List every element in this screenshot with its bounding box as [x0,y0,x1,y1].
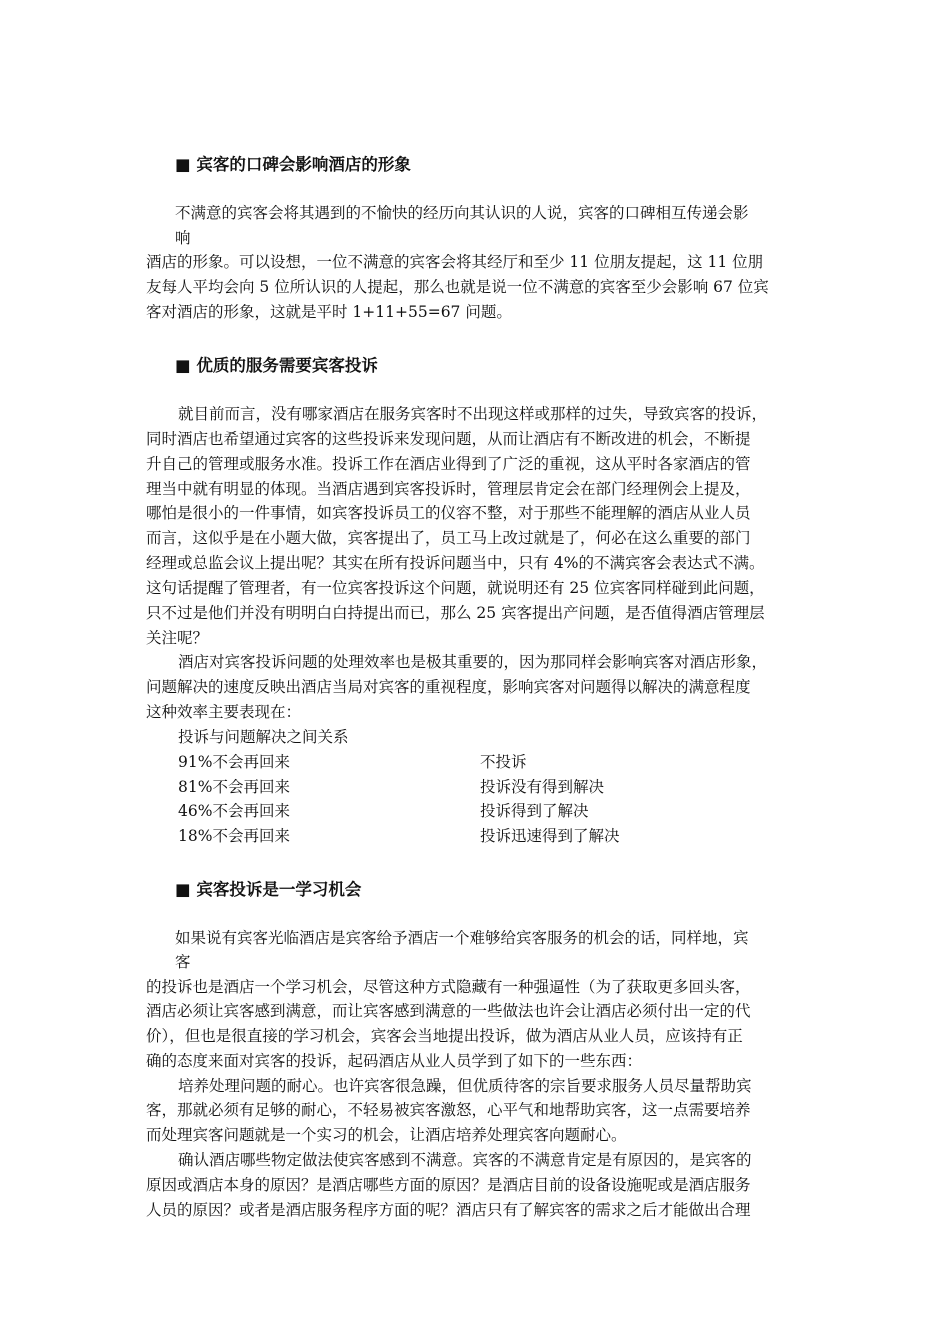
section2-line: 而言，这似乎是在小题大做，宾客提出了，员工马上改过就是了，何必在这么重要的部门 [146,529,751,547]
section2-line: 理当中就有明显的体现。当酒店遇到宾客投诉时，管理层肯定会在部门经理例会上提及， [146,480,751,498]
section2-line: 这句话提醒了管理者，有一位宾客投诉这个问题，就说明还有 25 位宾客同样碰到此问题， [146,579,765,597]
section3-line: 价），但也是很直接的学习机会，宾客会当地提出投诉，做为酒店从业人员，应该持有正 [146,1027,743,1045]
section2-line: 升自己的管理或服务水准。投诉工作在酒店业得到了广泛的重视，这从平时各家酒店的管 [146,455,751,473]
section1-line: 友每人平均会向 5 位所认识的人提起，那么也就是说一位不满意的宾客至少会影响 67 位宾 [146,278,769,296]
table-cell-case: 投诉得到了解决 [480,802,589,820]
section2-line: 就目前而言，没有哪家酒店在服务宾客时不出现这样或那样的过失，导致宾客的投诉， [178,405,768,423]
table-caption: 投诉与问题解决之间关系 [178,728,349,746]
section1-line: 响 [175,229,191,247]
table-cell-rate: 81%不会再回来 [178,778,290,796]
section2-line: 只不过是他们并没有明明白白持提出而已，那么 25 宾客提出产问题，是否值得酒店管理层 [146,604,765,622]
section2-line: 哪怕是很小的一件事情，如宾客投诉员工的仪容不整，对于那些不能理解的酒店从业人员 [146,504,751,522]
section3-line: 确认酒店哪些物定做法使宾客感到不满意。宾客的不满意肯定是有原因的，是宾客的 [178,1151,752,1169]
section2-heading: ■ 优质的服务需要宾客投诉 [175,356,378,375]
section3-line: 如果说有宾客光临酒店是宾客给予酒店一个难够给宾客服务的机会的话，同样地，宾 [175,929,749,947]
section3-line: 确的态度来面对宾客的投诉，起码酒店从业人员学到了如下的一些东西： [146,1052,643,1070]
section3-line: 原因或酒店本身的原因？是酒店哪些方面的原因？是酒店目前的设备设施呢或是酒店服务 [146,1176,751,1194]
section3-heading: ■ 宾客投诉是一学习机会 [175,880,362,899]
section3-line: 而处理宾客问题就是一个实习的机会，让酒店培养处理宾客向题耐心。 [146,1126,627,1144]
section2-line: 这种效率主要表现在： [146,703,302,721]
table-cell-rate: 91%不会再回来 [178,753,290,771]
section3-line: 客，那就必须有足够的耐心，不轻易被宾客激怒，心平气和地帮助宾客，这一点需要培养 [146,1101,751,1119]
section2-line: 关注呢？ [146,629,209,647]
section2-line: 同时酒店也希望通过宾客的这些投诉来发现问题，从而让酒店有不断改进的机会，不断提 [146,430,751,448]
section3-line: 酒店必须让宾客感到满意，而让宾客感到满意的一些做法也许会让酒店必须付出一定的代 [146,1002,751,1020]
table-cell-rate: 46%不会再回来 [178,802,290,820]
table-cell-case: 不投诉 [480,753,527,771]
section3-line: 的投诉也是酒店一个学习机会，尽管这种方式隐藏有一种强逼性（为了获取更多回头客， [146,978,751,996]
section2-line: 问题解决的速度反映出酒店当局对宾客的重视程度，影响宾客对问题得以解决的满意程度 [146,678,751,696]
table-cell-case: 投诉迅速得到了解决 [480,827,620,845]
section3-line: 客 [175,953,191,971]
section2-line: 酒店对宾客投诉问题的处理效率也是极其重要的，因为那同样会影响宾客对酒店形象， [178,653,768,671]
table-cell-rate: 18%不会再回来 [178,827,290,845]
section1-line: 客对酒店的形象，这就是平时 1+11+55=67 问题。 [146,303,512,321]
section1-heading: ■ 宾客的口碑会影响酒店的形象 [175,155,411,174]
section3-line: 人员的原因？或者是酒店服务程序方面的呢？酒店只有了解宾客的需求之后才能做出合理 [146,1201,751,1219]
section1-line: 不满意的宾客会将其遇到的不愉快的经历向其认识的人说，宾客的口碑相互传递会影 [175,204,749,222]
section3-line: 培养处理问题的耐心。也许宾客很急躁，但优质待客的宗旨要求服务人员尽量帮助宾 [178,1077,752,1095]
section2-line: 经理或总监会议上提出呢？其实在所有投诉问题当中，只有 4%的不满宾客会表达式不满。 [146,554,765,572]
section1-line: 酒店的形象。可以设想，一位不满意的宾客会将其经厅和至少 11 位朋友提起，这 11 位朋 [146,253,764,271]
table-cell-case: 投诉没有得到解决 [480,778,605,796]
